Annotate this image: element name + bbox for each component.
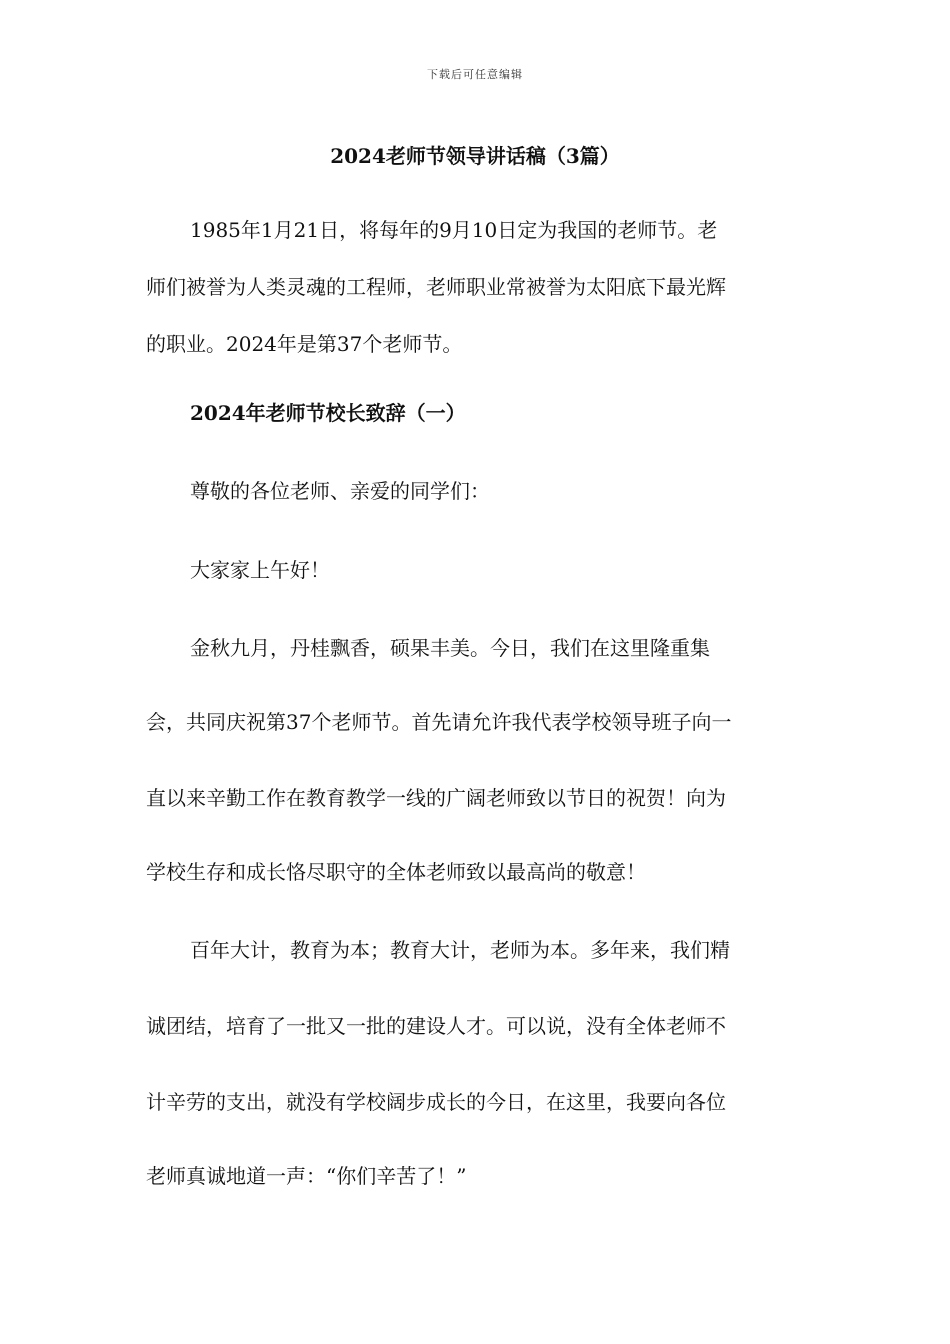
document-title: 2024老师节领导讲话稿（3篇） <box>330 144 620 168</box>
header-note: 下载后可任意编辑 <box>427 68 523 81</box>
paragraph-line: 诚团结，培育了一批又一批的建设人才。可以说，没有全体老师不 <box>146 1014 726 1038</box>
paragraph-line: 金秋九月，丹桂飘香，硕果丰美。今日，我们在这里隆重集 <box>190 636 710 660</box>
salutation: 尊敬的各位老师、亲爱的同学们： <box>190 479 490 503</box>
paragraph-line: 直以来辛勤工作在教育教学一线的广阔老师致以节日的祝贺！向为 <box>146 786 726 810</box>
paragraph-line: 会，共同庆祝第37个老师节。首先请允许我代表学校领导班子向一 <box>146 710 732 734</box>
section-heading: 2024年老师节校长致辞（一） <box>190 401 466 425</box>
intro-line: 师们被誉为人类灵魂的工程师，老师职业常被誉为太阳底下最光辉 <box>146 275 726 299</box>
paragraph-line: 老师真诚地道一声：“你们辛苦了！” <box>146 1164 467 1188</box>
paragraph-line: 计辛劳的支出，就没有学校阔步成长的今日，在这里，我要向各位 <box>146 1090 726 1114</box>
greeting: 大家家上午好！ <box>190 558 330 582</box>
intro-line: 的职业。2024年是第37个老师节。 <box>146 332 463 356</box>
paragraph-line: 百年大计，教育为本；教育大计，老师为本。多年来，我们精 <box>190 938 730 962</box>
paragraph-line: 学校生存和成长恪尽职守的全体老师致以最高尚的敬意！ <box>146 860 646 884</box>
intro-line: 1985年1月21日，将每年的9月10日定为我国的老师节。老 <box>190 218 718 242</box>
